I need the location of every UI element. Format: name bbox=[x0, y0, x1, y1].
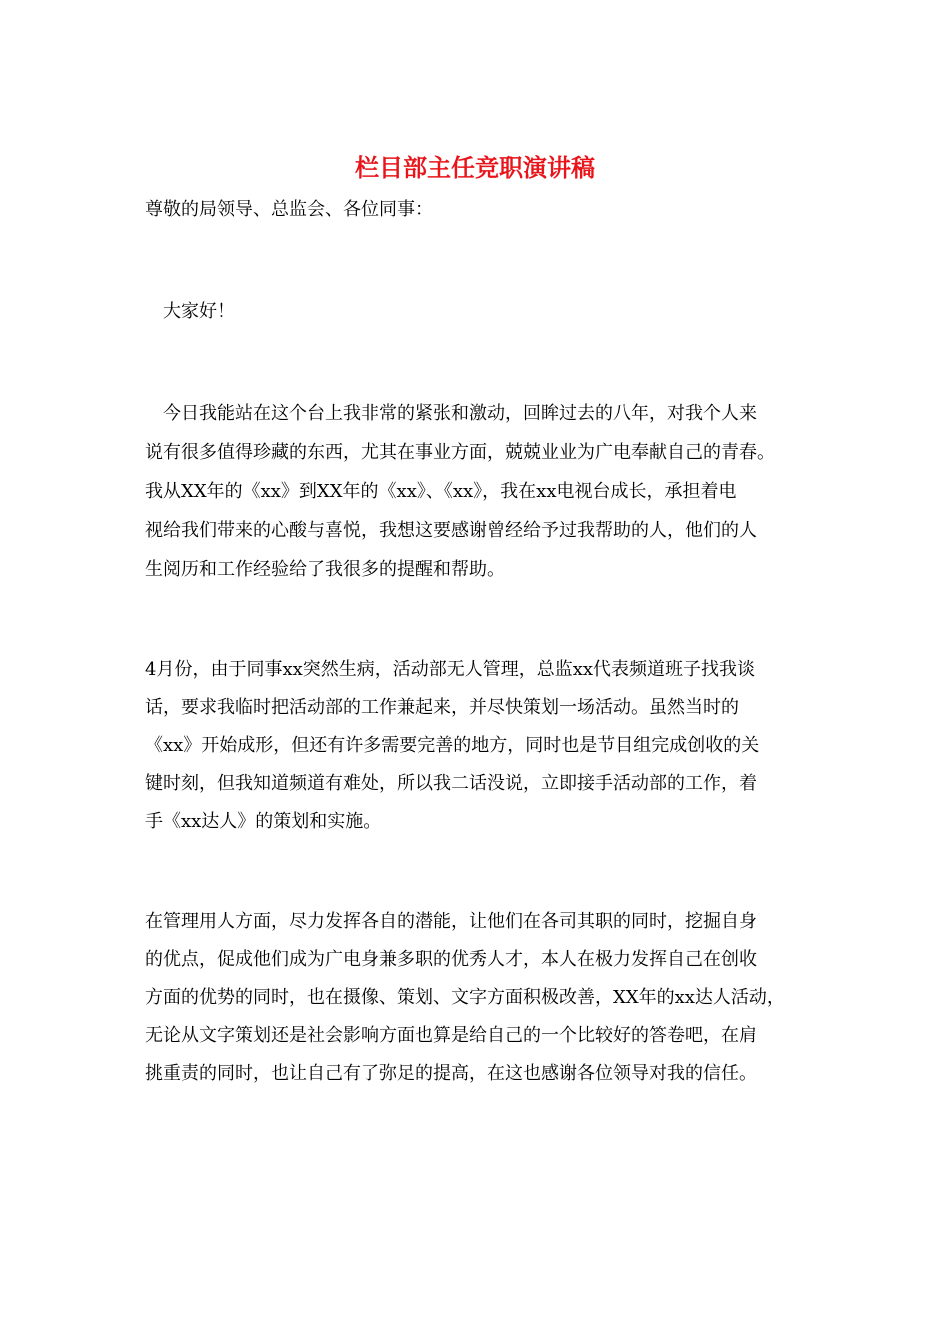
salutation: 尊敬的局领导、总监会、各位同事： bbox=[145, 199, 433, 220]
paragraph-line: 键时刻，但我知道频道有难处，所以我二话没说，立即接手活动部的工作，着 bbox=[145, 773, 757, 794]
paragraph-line: 《xx》开始成形，但还有许多需要完善的地方，同时也是节目组完成创收的关 bbox=[145, 735, 760, 756]
paragraph-line: 的优点，促成他们成为广电身兼多职的优秀人才，本人在极力发挥自己在创收 bbox=[145, 949, 757, 970]
paragraph-line: 我从XX年的《xx》到XX年的《xx》、《xx》，我在xx电视台成长，承担着电 bbox=[145, 481, 737, 502]
paragraph-line: 在管理用人方面，尽力发挥各自的潜能，让他们在各司其职的同时，挖掘自身 bbox=[145, 911, 757, 932]
document-title: 栏目部主任竞职演讲稿 bbox=[355, 153, 595, 182]
paragraph-line: 无论从文字策划还是社会影响方面也算是给自己的一个比较好的答卷吧，在肩 bbox=[145, 1025, 757, 1046]
paragraph-line: 方面的优势的同时，也在摄像、策划、文字方面积极改善，XX年的xx达人活动， bbox=[145, 987, 785, 1008]
paragraph-line: 生阅历和工作经验给了我很多的提醒和帮助。 bbox=[145, 559, 505, 580]
paragraph-line: 挑重责的同时，也让自己有了弥足的提高，在这也感谢各位领导对我的信任。 bbox=[145, 1063, 757, 1084]
paragraph-line: 4月份，由于同事xx突然生病，活动部无人管理，总监xx代表频道班子找我谈 bbox=[145, 659, 756, 680]
paragraph-line: 手《xx达人》的策划和实施。 bbox=[145, 811, 382, 832]
greeting: 大家好！ bbox=[145, 301, 235, 322]
paragraph-line: 话，要求我临时把活动部的工作兼起来，并尽快策划一场活动。虽然当时的 bbox=[145, 697, 739, 718]
paragraph-line: 今日我能站在这个台上我非常的紧张和激动，回眸过去的八年，对我个人来 bbox=[145, 403, 757, 424]
paragraph-line: 说有很多值得珍藏的东西，尤其在事业方面，兢兢业业为广电奉献自己的青春。 bbox=[145, 442, 775, 463]
paragraph-line: 视给我们带来的心酸与喜悦，我想这要感谢曾经给予过我帮助的人，他们的人 bbox=[145, 520, 757, 541]
